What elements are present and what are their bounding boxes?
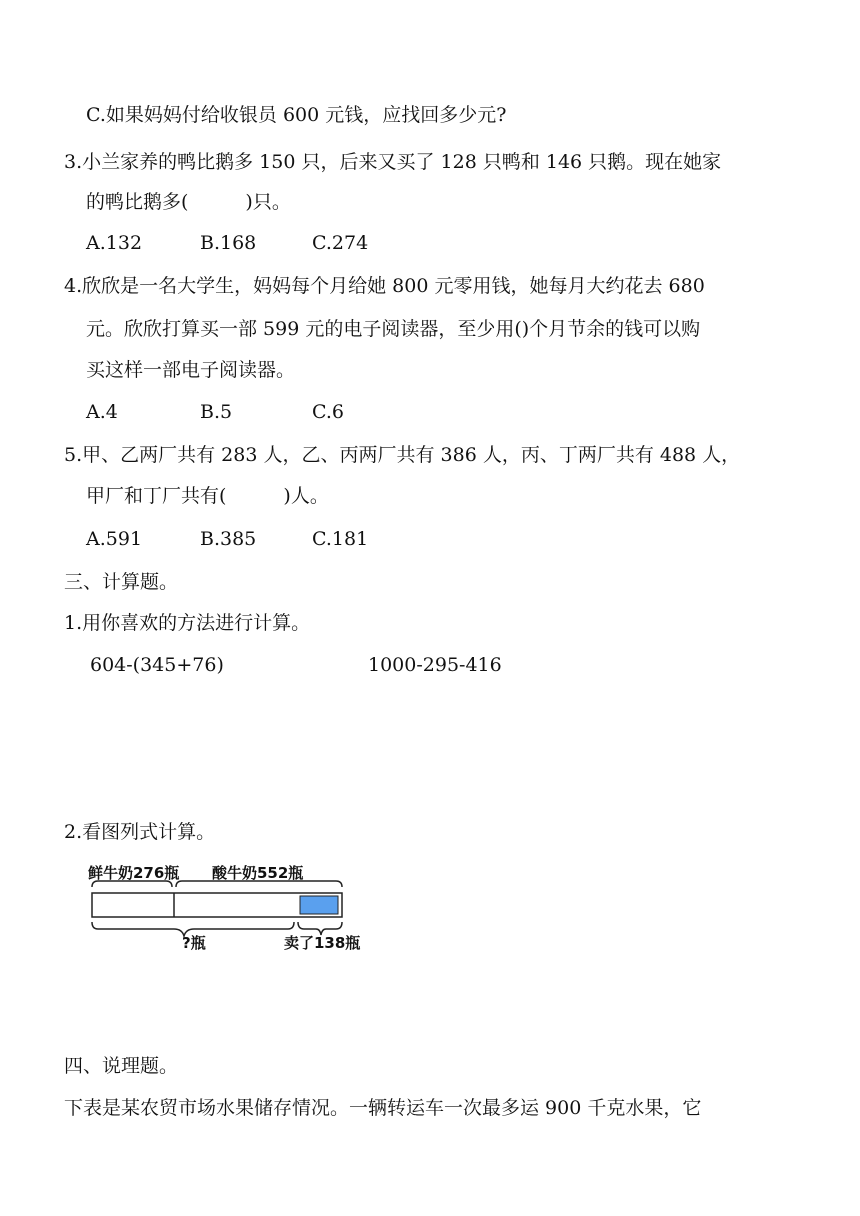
yogurt-brace [176,881,342,887]
calc-expression-2: 1000-295-416 [368,654,502,676]
section3-q1: 1.用你喜欢的方法进行计算。 [64,612,311,634]
label-unknown: ?瓶 [182,934,206,952]
calc-expression-1: 604-(345+76) [90,654,224,676]
q5-line2: 甲厂和丁厂共有( )人。 [86,485,329,507]
q4-option-a: A.4 [86,401,118,423]
section4-text: 下表是某农贸市场水果储存情况。一辆转运车一次最多运 900 千克水果，它 [64,1097,702,1119]
q4-line1: 4.欣欣是一名大学生，妈妈每个月给她 800 元零用钱，她每月大约花去 680 [64,275,705,297]
section3-title: 三、计算题。 [64,571,179,593]
sold-segment [300,896,338,914]
label-yogurt: 酸牛奶552瓶 [212,864,304,882]
q2-option-c: C.如果妈妈付给收银员 600 元钱，应找回多少元? [86,104,507,126]
q3-option-b: B.168 [200,232,257,254]
q4-line3: 买这样一部电子阅读器。 [86,359,296,381]
q3-option-c: C.274 [312,232,369,254]
label-fresh-milk: 鲜牛奶276瓶 [88,864,180,882]
q3-line1: 3.小兰家养的鸭比鹅多 150 只，后来又买了 128 只鸭和 146 只鹅。现在她家 [64,151,722,173]
label-sold: 卖了138瓶 [284,934,361,952]
q5-option-b: B.385 [200,528,257,550]
section3-q2: 2.看图列式计算。 [64,821,216,843]
fresh-brace [92,881,172,887]
q3-option-a: A.132 [86,232,143,254]
q5-option-a: A.591 [86,528,143,550]
q4-option-c: C.6 [312,401,344,423]
q4-line2: 元。欣欣打算买一部 599 元的电子阅读器，至少用()个月节余的钱可以购 [86,318,701,340]
q3-line2: 的鸭比鹅多( )只。 [86,191,291,213]
q5-option-c: C.181 [312,528,369,550]
q4-option-b: B.5 [200,401,233,423]
q5-line1: 5.甲、乙两厂共有 283 人，乙、丙两厂共有 386 人，丙、丁两厂共有 488 人， [64,444,741,466]
section4-title: 四、说理题。 [64,1055,179,1077]
